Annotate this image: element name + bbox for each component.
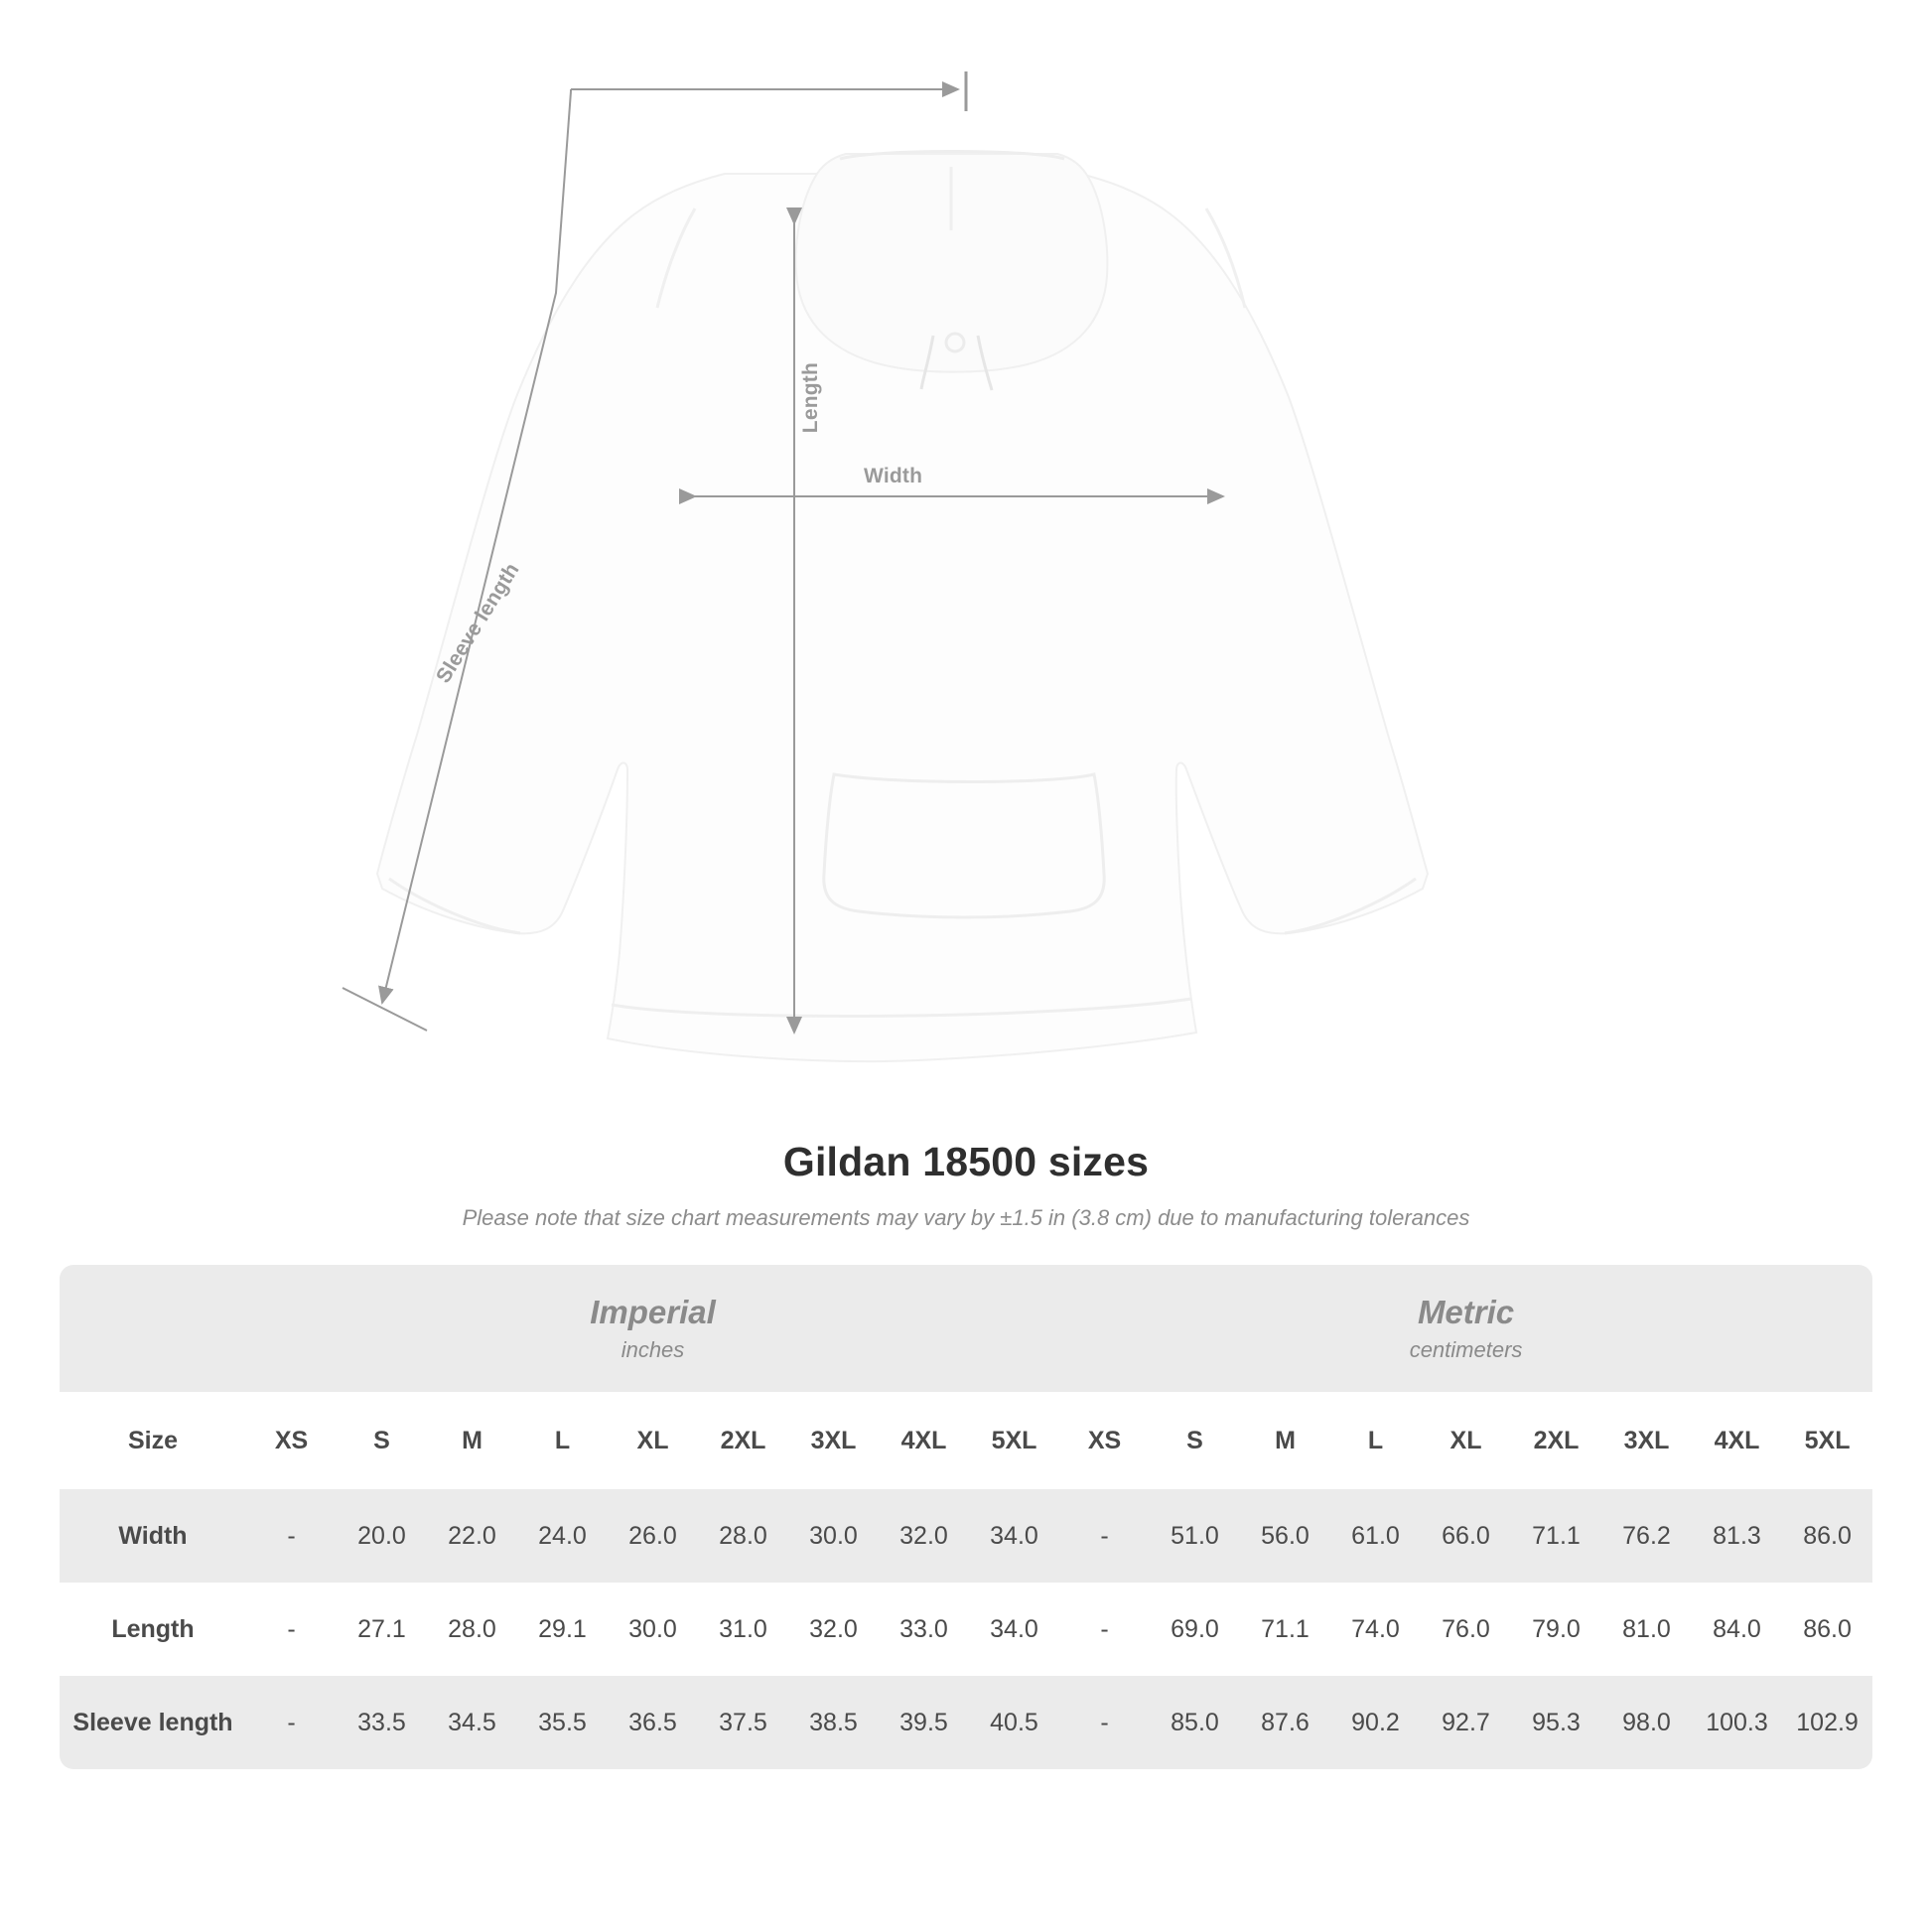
unit-group-title: Metric — [1417, 1294, 1515, 1331]
cell-metric-l: 74.0 — [1330, 1583, 1421, 1676]
cell-metric-xs: - — [1059, 1676, 1150, 1769]
cell-metric-2xl: 79.0 — [1511, 1583, 1601, 1676]
unit-group-imperial — [246, 1265, 1059, 1392]
cell-metric-4xl: 84.0 — [1692, 1583, 1782, 1676]
size-header-label: Size — [60, 1392, 246, 1489]
cell-imperial-l: 29.1 — [517, 1583, 608, 1676]
cell-metric-m: 71.1 — [1240, 1583, 1330, 1676]
size-header-m: M — [427, 1392, 517, 1489]
cell-imperial-l: 24.0 — [517, 1489, 608, 1583]
cell-imperial-xl: 26.0 — [608, 1489, 698, 1583]
cell-metric-2xl: 95.3 — [1511, 1676, 1601, 1769]
cell-imperial-4xl: 33.0 — [879, 1583, 969, 1676]
size-header-4xl: 4XL — [1692, 1392, 1782, 1489]
cell-metric-l: 90.2 — [1330, 1676, 1421, 1769]
cell-metric-xs: - — [1059, 1583, 1150, 1676]
cell-metric-3xl: 98.0 — [1601, 1676, 1692, 1769]
cell-imperial-5xl: 34.0 — [969, 1489, 1059, 1583]
cell-metric-xl: 76.0 — [1421, 1583, 1511, 1676]
page-title: Gildan 18500 sizes — [782, 1139, 1150, 1184]
size-header-3xl: 3XL — [788, 1392, 879, 1489]
cell-metric-s: 51.0 — [1150, 1489, 1240, 1583]
unit-row-spacer — [60, 1265, 246, 1392]
cell-metric-xl: 66.0 — [1421, 1489, 1511, 1583]
size-header-xl: XL — [1421, 1392, 1511, 1489]
size-header-m: M — [1240, 1392, 1330, 1489]
row-label: Width — [60, 1489, 246, 1583]
cell-imperial-xl: 30.0 — [608, 1583, 698, 1676]
size-header-4xl: 4XL — [879, 1392, 969, 1489]
row-label: Sleeve length — [60, 1676, 246, 1769]
tolerance-note: Please note that size chart measurements may vary by ±1.5 in (3.8 cm) due to manufacturing tolerances — [462, 1205, 1470, 1230]
cell-imperial-3xl: 38.5 — [788, 1676, 879, 1769]
cell-imperial-4xl: 32.0 — [879, 1489, 969, 1583]
cell-imperial-xs: - — [246, 1489, 337, 1583]
cell-imperial-2xl: 37.5 — [698, 1676, 788, 1769]
size-table-wrapper — [60, 1265, 1872, 1769]
size-header-s: S — [1150, 1392, 1240, 1489]
unit-group-title: Imperial — [590, 1294, 716, 1331]
size-header-s: S — [337, 1392, 427, 1489]
cell-imperial-5xl: 34.0 — [969, 1583, 1059, 1676]
cell-metric-5xl: 102.9 — [1782, 1676, 1872, 1769]
unit-group-metric — [1059, 1265, 1872, 1392]
table-row — [60, 1489, 1872, 1583]
cell-imperial-s: 33.5 — [337, 1676, 427, 1769]
cell-imperial-l: 35.5 — [517, 1676, 608, 1769]
size-header-5xl: 5XL — [969, 1392, 1059, 1489]
label-width: Width — [864, 465, 923, 487]
table-row — [60, 1583, 1872, 1676]
size-header-5xl: 5XL — [1782, 1392, 1872, 1489]
table-row — [60, 1676, 1872, 1769]
cell-imperial-s: 27.1 — [337, 1583, 427, 1676]
unit-group-row — [60, 1265, 1872, 1392]
unit-group-subtitle: inches — [621, 1336, 685, 1362]
cell-metric-5xl: 86.0 — [1782, 1583, 1872, 1676]
cell-imperial-m: 34.5 — [427, 1676, 517, 1769]
cell-metric-3xl: 81.0 — [1601, 1583, 1692, 1676]
cell-metric-m: 56.0 — [1240, 1489, 1330, 1583]
cell-metric-s: 85.0 — [1150, 1676, 1240, 1769]
cell-metric-4xl: 81.3 — [1692, 1489, 1782, 1583]
cell-metric-5xl: 86.0 — [1782, 1489, 1872, 1583]
unit-group-subtitle: centimeters — [1409, 1336, 1523, 1362]
hoodie-shape — [377, 152, 1428, 1062]
size-header-xs: XS — [1059, 1392, 1150, 1489]
size-header-l: L — [1330, 1392, 1421, 1489]
cell-imperial-3xl: 32.0 — [788, 1583, 879, 1676]
cell-imperial-xs: - — [246, 1583, 337, 1676]
cell-metric-m: 87.6 — [1240, 1676, 1330, 1769]
cell-imperial-m: 22.0 — [427, 1489, 517, 1583]
size-header-xl: XL — [608, 1392, 698, 1489]
cell-imperial-2xl: 28.0 — [698, 1489, 788, 1583]
cell-imperial-s: 20.0 — [337, 1489, 427, 1583]
size-header-row — [60, 1392, 1872, 1489]
cell-imperial-xs: - — [246, 1676, 337, 1769]
cell-metric-xs: - — [1059, 1489, 1150, 1583]
label-length: Length — [799, 362, 822, 434]
cell-metric-s: 69.0 — [1150, 1583, 1240, 1676]
size-header-3xl: 3XL — [1601, 1392, 1692, 1489]
cell-metric-xl: 92.7 — [1421, 1676, 1511, 1769]
cell-imperial-5xl: 40.5 — [969, 1676, 1059, 1769]
cell-imperial-m: 28.0 — [427, 1583, 517, 1676]
cell-imperial-2xl: 31.0 — [698, 1583, 788, 1676]
cell-metric-2xl: 71.1 — [1511, 1489, 1601, 1583]
cell-imperial-3xl: 30.0 — [788, 1489, 879, 1583]
cell-imperial-xl: 36.5 — [608, 1676, 698, 1769]
cell-imperial-4xl: 39.5 — [879, 1676, 969, 1769]
row-label: Length — [60, 1583, 246, 1676]
label-sleeve-length: Sleeve length — [432, 558, 524, 688]
title-block — [0, 1139, 1932, 1231]
cell-metric-l: 61.0 — [1330, 1489, 1421, 1583]
size-table — [60, 1265, 1872, 1769]
cell-metric-3xl: 76.2 — [1601, 1489, 1692, 1583]
size-header-2xl: 2XL — [1511, 1392, 1601, 1489]
size-header-2xl: 2XL — [698, 1392, 788, 1489]
size-header-l: L — [517, 1392, 608, 1489]
cell-metric-4xl: 100.3 — [1692, 1676, 1782, 1769]
size-header-xs: XS — [246, 1392, 337, 1489]
